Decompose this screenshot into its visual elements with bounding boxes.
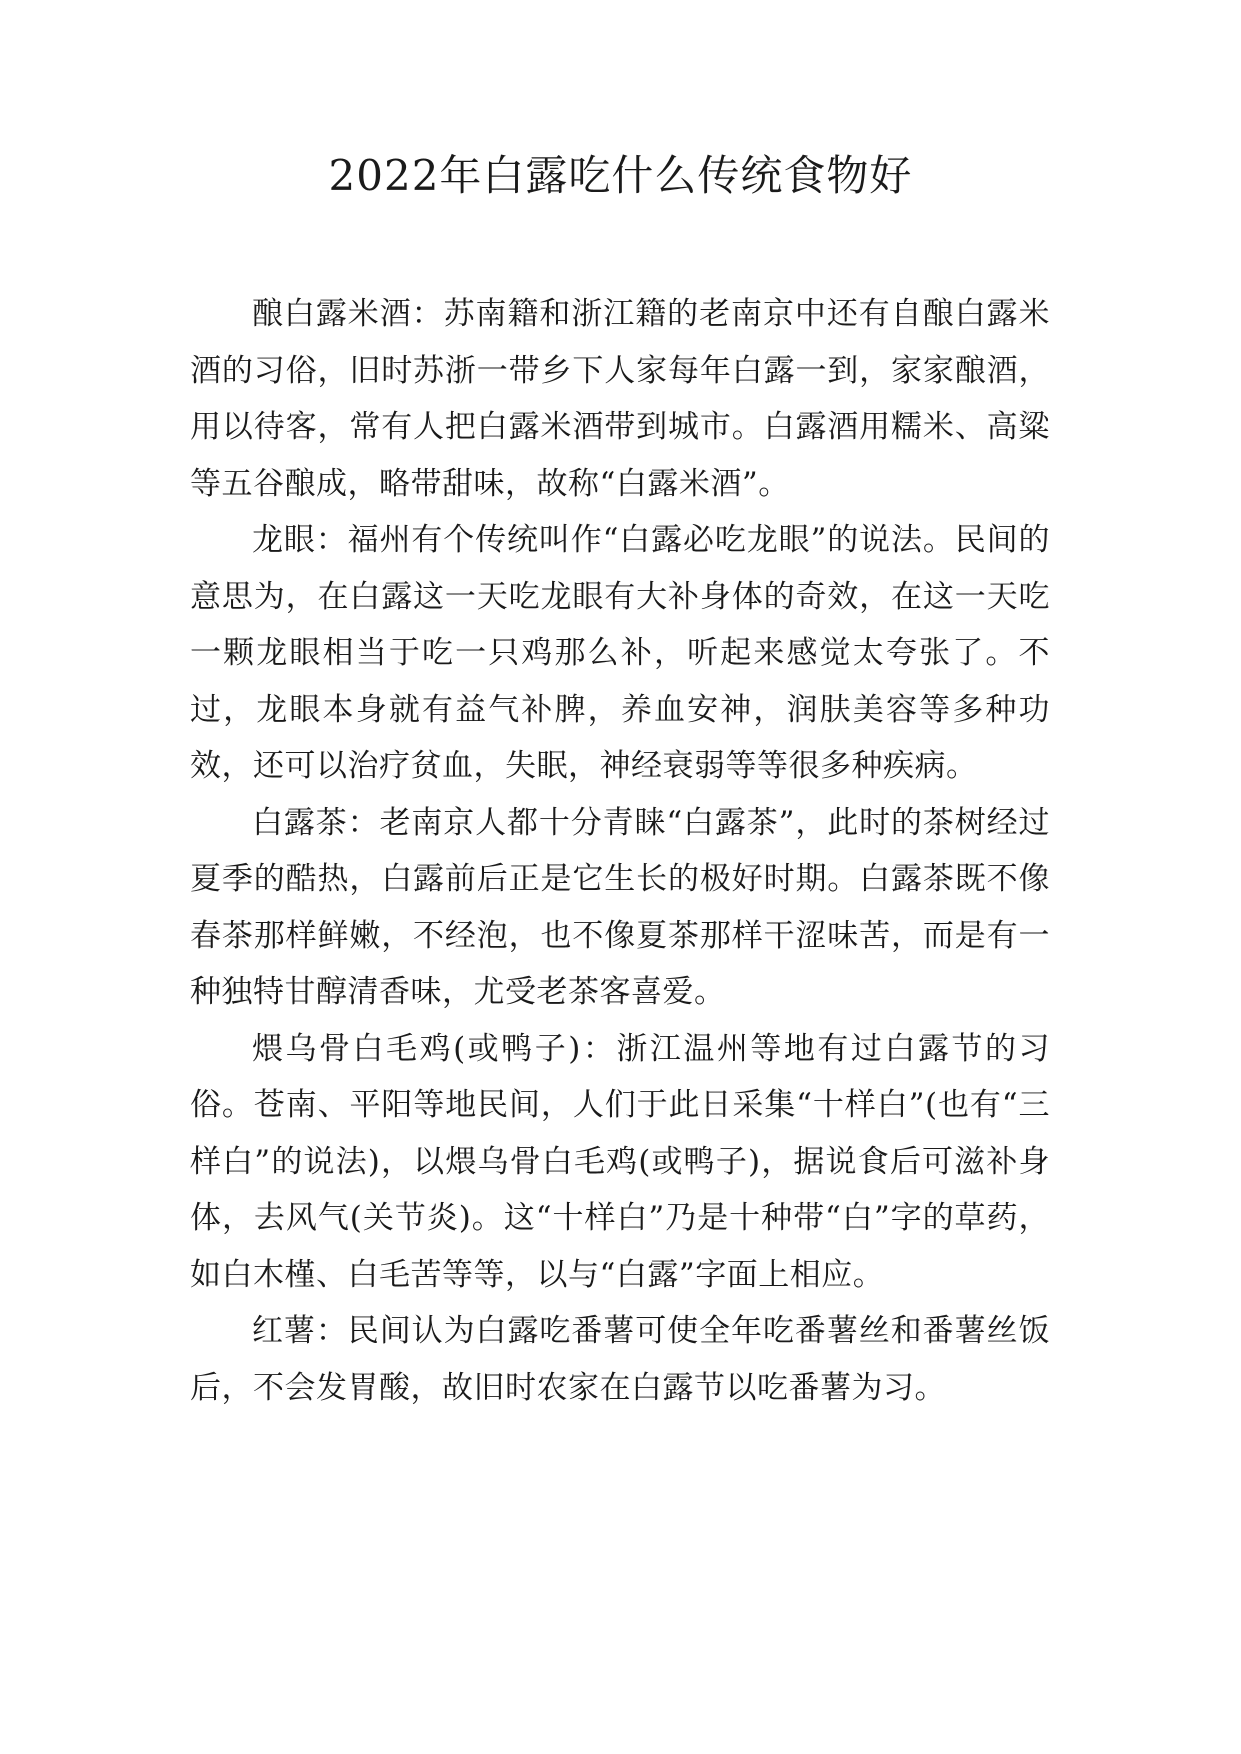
paragraph-black-bone-chicken: 煨乌骨白毛鸡(或鸭子)：浙江温州等地有过白露节的习俗。苍南、平阳等地民间，人们于此日采集“十样白”(也有“三样白”的说法)，以煨乌骨白毛鸡(或鸭子)，据说食后可滋补身体，去风气(关节炎)。这“十样白”乃是十种带“白”字的草药，如白木槿、白毛苦等等，以与“白露”字面上相应。 bbox=[190, 1030, 1050, 1293]
paragraph-sweet-potato: 红薯：民间认为白露吃番薯可使全年吃番薯丝和番薯丝饭后，不会发胃酸，故旧时农家在白露节以吃番薯为习。 bbox=[190, 1313, 1050, 1406]
paragraph-rice-wine: 酿白露米酒：苏南籍和浙江籍的老南京中还有自酿白露米酒的习俗，旧时苏浙一带乡下人家每年白露一到，家家酿酒，用以待客，常有人把白露米酒带到城市。白露酒用糯米、高粱等五谷酿成，略带甜味，故称“白露米酒”。 bbox=[190, 296, 1050, 502]
document-title: 2022年白露吃什么传统食物好 bbox=[328, 151, 913, 200]
document-body bbox=[190, 286, 1050, 1416]
paragraph-longan: 龙眼：福州有个传统叫作“白露必吃龙眼”的说法。民间的意思为，在白露这一天吃龙眼有大补身体的奇效，在这一天吃一颗龙眼相当于吃一只鸡那么补，听起来感觉太夸张了。不过，龙眼本身就有益气补脾，养血安神，润肤美容等多种功效，还可以治疗贫血，失眠，神经衰弱等等很多种疾病。 bbox=[190, 522, 1050, 784]
paragraph-bailu-tea: 白露茶：老南京人都十分青睐“白露茶”，此时的茶树经过夏季的酷热，白露前后正是它生长的极好时期。白露茶既不像春茶那样鲜嫩，不经泡，也不像夏茶那样干涩味苦，而是有一种独特甘醇清香味，尤受老茶客喜爱。 bbox=[190, 804, 1050, 1010]
